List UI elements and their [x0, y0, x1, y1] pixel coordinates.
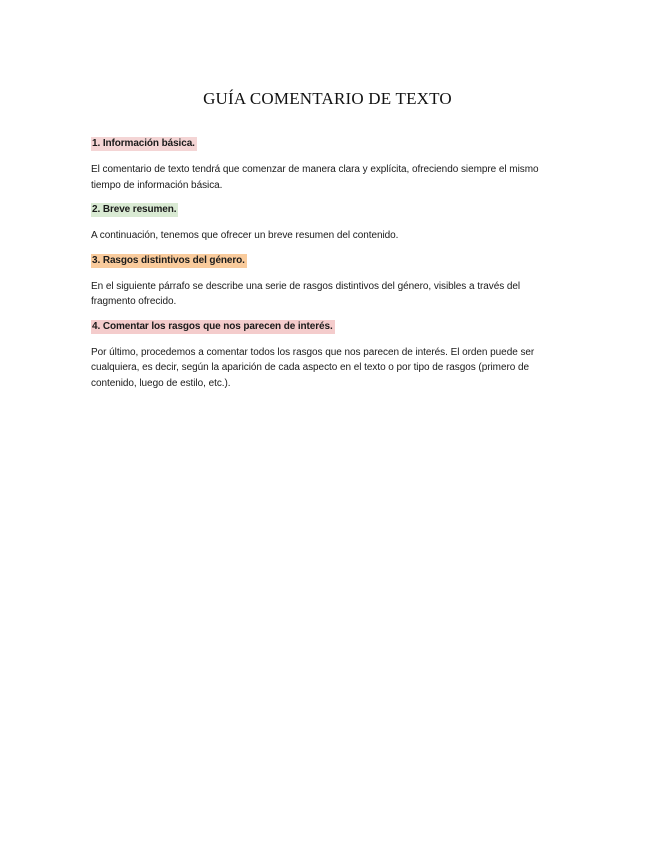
section-rasgos-distintivos: [91, 254, 561, 310]
section-breve-resumen: [91, 203, 561, 244]
section-informacion-basica: [91, 137, 561, 193]
section-heading: 2. Breve resumen.: [92, 204, 177, 215]
section-paragraph: A continuación, tenemos que ofrecer un breve resumen del contenido.: [91, 230, 399, 241]
section-paragraph: Por último, procedemos a comentar todos los rasgos que nos parecen de interés. El orden puede ser cualquiera, es decir, según la aparición de cada aspecto en el texto o por tipo de rasgos (primero de contenido, luego de estilo, etc.).: [91, 346, 535, 389]
section-paragraph: En el siguiente párrafo se describe una serie de rasgos distintivos del género, visibles a través del fragmento ofrecido.: [91, 280, 521, 307]
section-heading: 4. Comentar los rasgos que nos parecen de interés.: [92, 320, 333, 332]
document-body: [91, 137, 561, 401]
document-title: GUÍA COMENTARIO DE TEXTO: [203, 89, 452, 108]
section-comentar-rasgos: [91, 320, 561, 392]
section-heading: 1. Información básica.: [92, 138, 195, 149]
section-heading: 3. Rasgos distintivos del género.: [92, 254, 245, 266]
section-paragraph: El comentario de texto tendrá que comenzar de manera clara y explícita, ofreciendo siempre el mismo tiempo de información básica.: [91, 164, 539, 191]
